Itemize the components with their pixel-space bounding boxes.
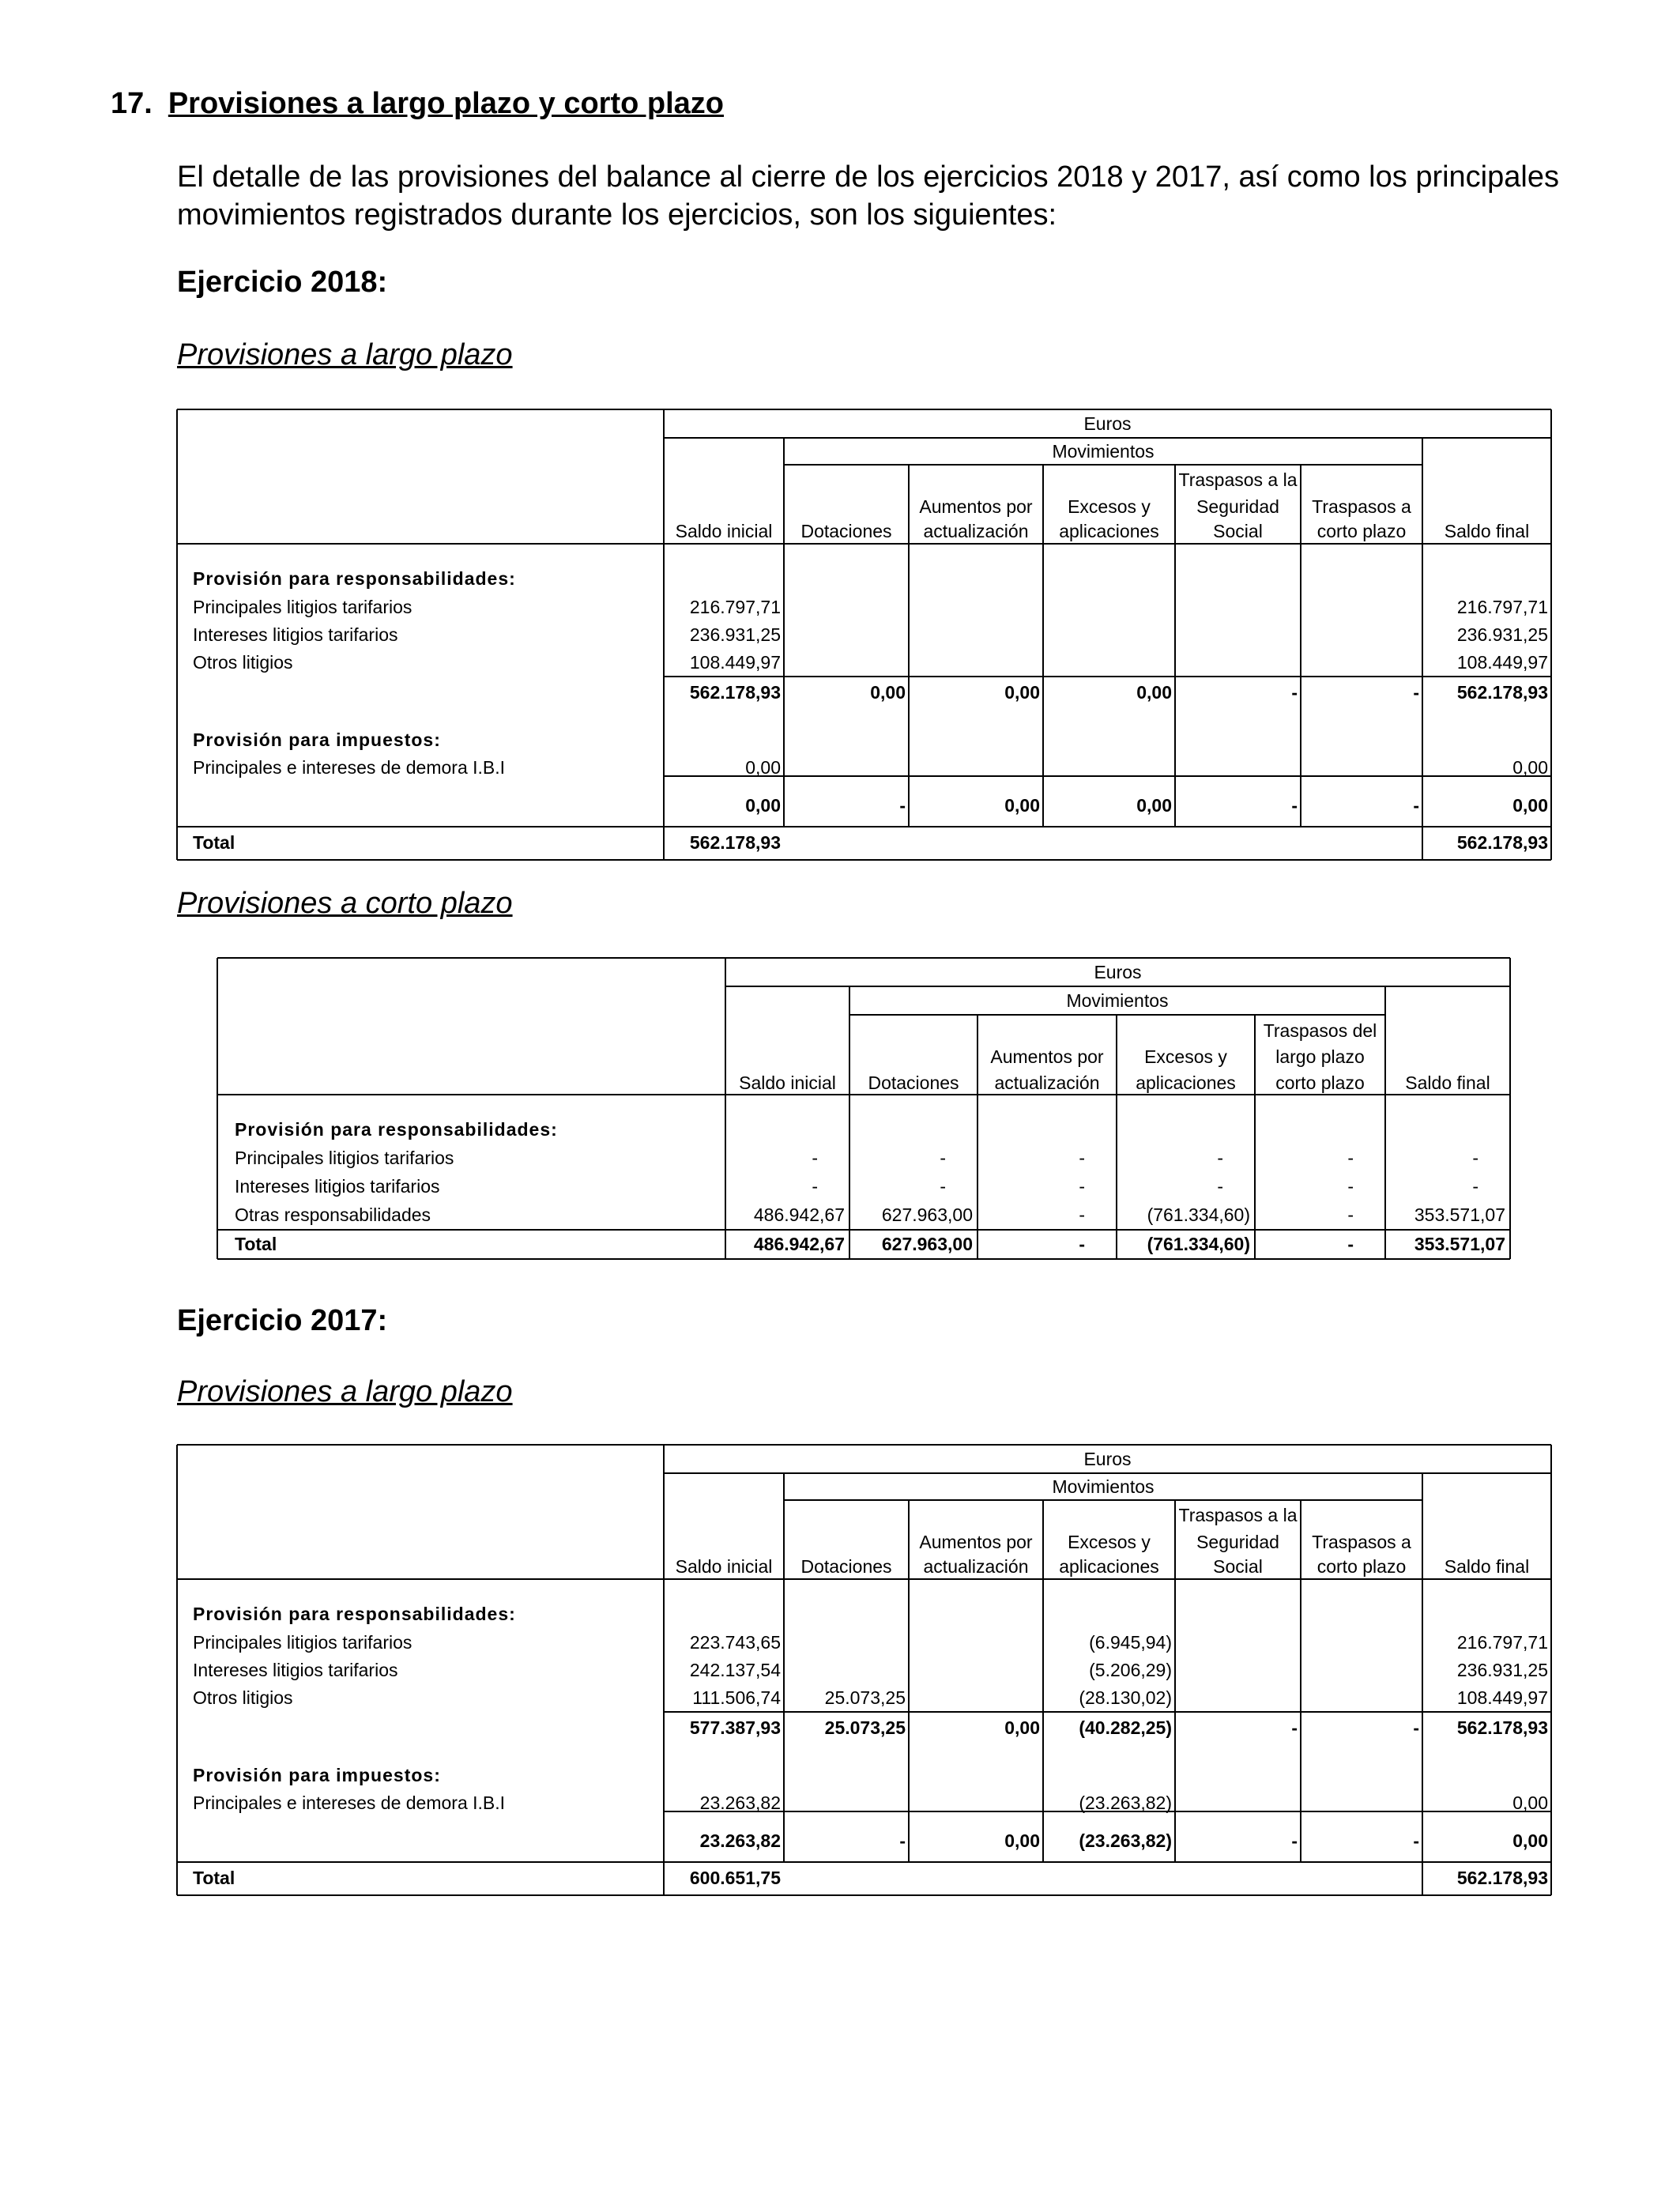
year-2018-heading: Ejercicio 2018:	[177, 266, 388, 299]
group-label: Provisión para responsabilidades:	[235, 1119, 558, 1140]
header-aumentos-1: Aumentos por	[919, 1532, 1033, 1552]
row-label: Principales e intereses de demora I.B.I	[193, 757, 506, 778]
lp-2018-title: Provisiones a largo plazo	[177, 338, 513, 371]
group-label: Provisión para impuestos:	[193, 729, 441, 750]
cell-value: -	[940, 1148, 946, 1168]
cell-value: -	[1079, 1204, 1085, 1225]
total-value: -	[1347, 1234, 1354, 1254]
header-traspasos-ss-1: Traspasos a la	[1178, 1505, 1298, 1525]
cell-value: -	[1347, 1176, 1354, 1197]
row-label: Principales litigios tarifarios	[235, 1148, 454, 1168]
subtotal-value: 562.178,93	[1456, 682, 1548, 703]
subtotal-value: 577.387,93	[689, 1717, 781, 1738]
intro-paragraph: El detalle de las provisiones del balance al cierre de los ejercicios 2018 y 2017, así como los principales movimientos registrados durante los ejercicios, son los siguientes:	[177, 160, 1559, 232]
subtotal-value: -	[1413, 1717, 1419, 1738]
header-saldo-inicial: Saldo inicial	[739, 1072, 836, 1093]
cell-value: 108.449,97	[1456, 652, 1548, 673]
cell-value: 108.449,97	[1456, 1687, 1548, 1708]
subtotal-value: 0,00	[745, 795, 781, 816]
cell-value: 111.506,74	[692, 1687, 781, 1708]
cell-value: 353.571,07	[1414, 1204, 1505, 1225]
subtotal-value: -	[1291, 1830, 1298, 1851]
cell-value: 25.073,25	[824, 1687, 906, 1708]
cell-value: 216.797,71	[1456, 1632, 1548, 1653]
section-title: Provisiones a largo plazo y corto plazo	[168, 87, 724, 120]
header-movimientos: Movimientos	[1052, 1476, 1155, 1497]
cell-value: -	[1079, 1176, 1085, 1197]
header-traspasos-lp-1: Traspasos del	[1263, 1020, 1377, 1041]
cell-value: 242.137,54	[689, 1660, 781, 1680]
header-traspasos-ss-2: Seguridad	[1196, 1532, 1279, 1552]
row-label: Principales litigios tarifarios	[193, 597, 412, 617]
cell-value: -	[1472, 1148, 1478, 1168]
cell-value: 627.963,00	[881, 1204, 973, 1225]
row-label: Principales e intereses de demora I.B.I	[193, 1793, 506, 1813]
total-value: 562.178,93	[1456, 1868, 1548, 1888]
header-euros: Euros	[1094, 962, 1142, 982]
total-value: 353.571,07	[1414, 1234, 1505, 1254]
row-label: Intereses litigios tarifarios	[193, 1660, 398, 1680]
header-euros: Euros	[1083, 1449, 1132, 1469]
subtotal-value: -	[899, 795, 906, 816]
cell-value: (5.206,29)	[1089, 1660, 1172, 1680]
header-saldo-inicial: Saldo inicial	[675, 521, 773, 541]
cell-value: (761.334,60)	[1147, 1204, 1250, 1225]
total-value: 600.651,75	[689, 1868, 781, 1888]
header-aumentos-2: actualización	[994, 1072, 1100, 1093]
group-label: Provisión para responsabilidades:	[193, 1604, 516, 1624]
subtotal-value: 0,00	[1512, 795, 1548, 816]
header-excesos-2: aplicaciones	[1059, 1556, 1159, 1577]
cell-value: -	[1217, 1148, 1223, 1168]
total-value: 627.963,00	[881, 1234, 973, 1254]
subtotal-value: 0,00	[1004, 795, 1040, 816]
subtotal-value: -	[1291, 682, 1298, 703]
total-label: Total	[235, 1234, 277, 1254]
subtotal-value: 0,00	[870, 682, 906, 703]
header-saldo-final: Saldo final	[1444, 1556, 1530, 1577]
cell-value: (6.945,94)	[1089, 1632, 1172, 1653]
cell-value: 0,00	[1512, 757, 1548, 778]
subtotal-value: 0,00	[1004, 682, 1040, 703]
header-traspasos-cp-1: Traspasos a	[1312, 496, 1411, 517]
subtotal-value: 0,00	[1004, 1830, 1040, 1851]
subtotal-value: -	[1413, 795, 1419, 816]
cell-value: (28.130,02)	[1079, 1687, 1172, 1708]
header-dotaciones: Dotaciones	[800, 521, 892, 541]
header-movimientos: Movimientos	[1052, 441, 1155, 462]
cell-value: 486.942,67	[753, 1204, 845, 1225]
header-dotaciones: Dotaciones	[800, 1556, 892, 1577]
header-excesos-2: aplicaciones	[1136, 1072, 1236, 1093]
header-excesos-1: Excesos y	[1068, 496, 1151, 517]
cell-value: (23.263,82)	[1079, 1793, 1172, 1813]
cell-value: -	[1347, 1148, 1354, 1168]
subtotal-value: -	[899, 1830, 906, 1851]
group-label: Provisión para impuestos:	[193, 1765, 441, 1785]
header-traspasos-ss-1: Traspasos a la	[1178, 469, 1298, 490]
cell-value: 236.931,25	[1456, 1660, 1548, 1680]
row-label: Otros litigios	[193, 1687, 293, 1708]
group-label: Provisión para responsabilidades:	[193, 568, 516, 589]
header-saldo-inicial: Saldo inicial	[675, 1556, 773, 1577]
header-saldo-final: Saldo final	[1444, 521, 1530, 541]
cell-value: -	[1347, 1204, 1354, 1225]
cell-value: -	[1472, 1176, 1478, 1197]
header-traspasos-cp-2: corto plazo	[1317, 1556, 1407, 1577]
header-traspasos-ss-2: Seguridad	[1196, 496, 1279, 517]
subtotal-value: -	[1291, 1717, 1298, 1738]
subtotal-value: -	[1413, 1830, 1419, 1851]
total-value: (761.334,60)	[1147, 1234, 1250, 1254]
row-label: Principales litigios tarifarios	[193, 1632, 412, 1653]
cp-2018-title: Provisiones a corto plazo	[177, 887, 513, 920]
total-value: 486.942,67	[753, 1234, 845, 1254]
total-value: 562.178,93	[1456, 832, 1548, 853]
cell-value: -	[812, 1148, 818, 1168]
total-value: -	[1079, 1234, 1085, 1254]
cell-value: -	[1079, 1148, 1085, 1168]
cell-value: 216.797,71	[1456, 597, 1548, 617]
cell-value: 0,00	[745, 757, 781, 778]
subtotal-value: 0,00	[1004, 1717, 1040, 1738]
header-euros: Euros	[1083, 413, 1132, 434]
subtotal-value: -	[1291, 795, 1298, 816]
cell-value: -	[1217, 1176, 1223, 1197]
header-excesos-2: aplicaciones	[1059, 521, 1159, 541]
lp-2017-title: Provisiones a largo plazo	[177, 1375, 513, 1408]
row-label: Intereses litigios tarifarios	[193, 624, 398, 645]
header-aumentos-2: actualización	[923, 1556, 1029, 1577]
cell-value: 23.263,82	[699, 1793, 781, 1813]
header-traspasos-ss-3: Social	[1213, 521, 1263, 541]
cell-value: 0,00	[1512, 1793, 1548, 1813]
header-traspasos-cp-1: Traspasos a	[1312, 1532, 1411, 1552]
cell-value: 236.931,25	[1456, 624, 1548, 645]
header-traspasos-cp-2: corto plazo	[1317, 521, 1407, 541]
subtotal-value: -	[1413, 682, 1419, 703]
cell-value: 236.931,25	[689, 624, 781, 645]
header-dotaciones: Dotaciones	[868, 1072, 959, 1093]
subtotal-value: 0,00	[1136, 682, 1172, 703]
subtotal-value: (40.282,25)	[1079, 1717, 1172, 1738]
row-label: Otras responsabilidades	[235, 1204, 431, 1225]
subtotal-value: 0,00	[1512, 1830, 1548, 1851]
header-aumentos-1: Aumentos por	[919, 496, 1033, 517]
year-2017-heading: Ejercicio 2017:	[177, 1304, 388, 1337]
section-number: 17.	[111, 87, 153, 120]
subtotal-value: 562.178,93	[1456, 1717, 1548, 1738]
total-label: Total	[193, 832, 235, 853]
header-excesos-1: Excesos y	[1068, 1532, 1151, 1552]
subtotal-value: 562.178,93	[689, 682, 781, 703]
total-label: Total	[193, 1868, 235, 1888]
header-excesos-1: Excesos y	[1144, 1046, 1227, 1067]
total-value: 562.178,93	[689, 832, 781, 853]
cell-value: -	[940, 1176, 946, 1197]
cell-value: -	[812, 1176, 818, 1197]
header-traspasos-ss-3: Social	[1213, 1556, 1263, 1577]
row-label: Otros litigios	[193, 652, 293, 673]
row-label: Intereses litigios tarifarios	[235, 1176, 440, 1197]
header-movimientos: Movimientos	[1066, 990, 1169, 1011]
cell-value: 216.797,71	[689, 597, 781, 617]
subtotal-value: 0,00	[1136, 795, 1172, 816]
header-traspasos-lp-3: corto plazo	[1275, 1072, 1365, 1093]
cell-value: 223.743,65	[689, 1632, 781, 1653]
subtotal-value: 25.073,25	[824, 1717, 906, 1738]
header-aumentos-2: actualización	[923, 521, 1029, 541]
header-saldo-final: Saldo final	[1405, 1072, 1490, 1093]
header-traspasos-lp-2: largo plazo	[1275, 1046, 1365, 1067]
header-aumentos-1: Aumentos por	[990, 1046, 1104, 1067]
subtotal-value: (23.263,82)	[1079, 1830, 1172, 1851]
cell-value: 108.449,97	[689, 652, 781, 673]
subtotal-value: 23.263,82	[699, 1830, 781, 1851]
